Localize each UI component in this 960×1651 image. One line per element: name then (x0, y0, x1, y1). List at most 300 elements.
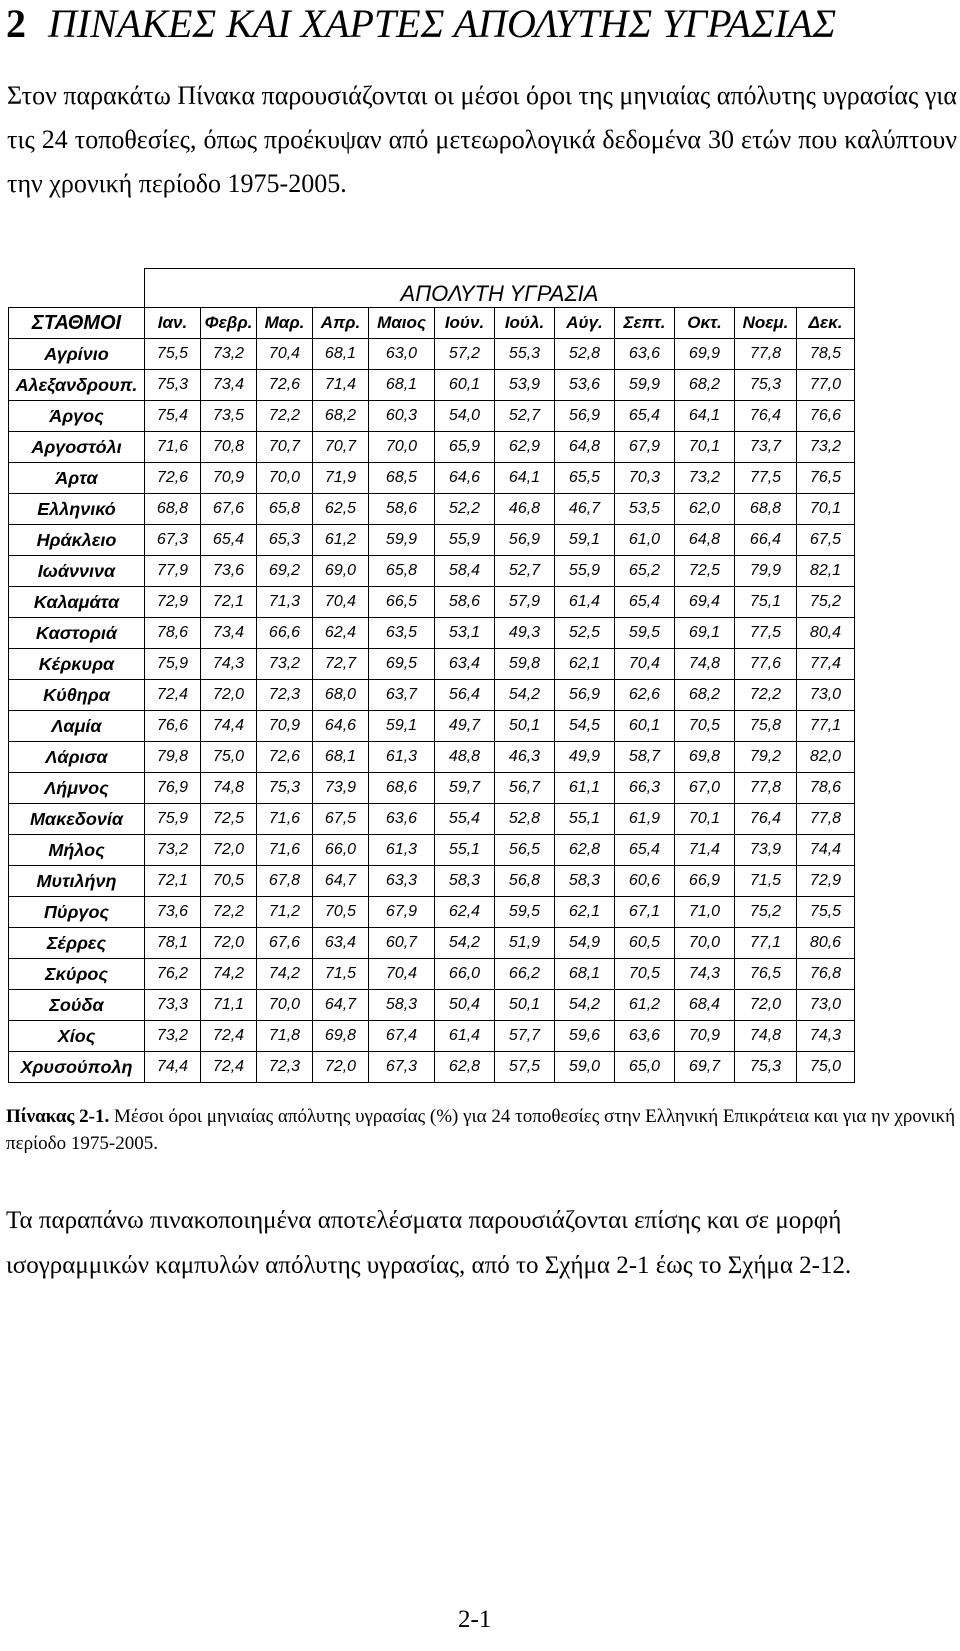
humidity-value: 64,6 (313, 711, 369, 742)
humidity-value: 52,8 (495, 804, 555, 835)
table-row (9, 680, 855, 711)
humidity-value: 58,7 (615, 742, 675, 773)
humidity-value: 71,2 (257, 897, 313, 928)
humidity-value: 68,1 (313, 742, 369, 773)
month-header: Ιούν. (435, 308, 495, 339)
section-number: 2 (6, 1, 26, 46)
humidity-value: 72,6 (257, 370, 313, 401)
humidity-value: 75,3 (145, 370, 201, 401)
table-body (9, 269, 855, 1083)
humidity-value: 69,5 (369, 649, 435, 680)
humidity-value: 72,7 (313, 649, 369, 680)
humidity-value: 73,7 (735, 432, 797, 463)
humidity-value: 59,5 (615, 618, 675, 649)
humidity-value: 70,0 (257, 463, 313, 494)
humidity-table (8, 268, 855, 1083)
humidity-value: 50,1 (495, 711, 555, 742)
humidity-value: 67,5 (313, 804, 369, 835)
humidity-value: 60,1 (615, 711, 675, 742)
table-row (9, 401, 855, 432)
humidity-value: 70,5 (201, 866, 257, 897)
humidity-value: 59,7 (435, 773, 495, 804)
humidity-value: 82,1 (797, 556, 855, 587)
humidity-value: 71,4 (675, 835, 735, 866)
humidity-value: 48,8 (435, 742, 495, 773)
humidity-value: 61,3 (369, 742, 435, 773)
humidity-value: 66,6 (257, 618, 313, 649)
humidity-value: 75,2 (735, 897, 797, 928)
station-name: Σκύρος (9, 959, 145, 990)
humidity-value: 59,1 (369, 711, 435, 742)
humidity-value: 70,4 (369, 959, 435, 990)
month-header: Αύγ. (555, 308, 615, 339)
humidity-value: 56,4 (435, 680, 495, 711)
humidity-value: 55,4 (435, 804, 495, 835)
humidity-value: 80,4 (797, 618, 855, 649)
humidity-value: 50,1 (495, 990, 555, 1021)
humidity-value: 74,8 (201, 773, 257, 804)
humidity-value: 67,5 (797, 525, 855, 556)
humidity-value: 67,0 (675, 773, 735, 804)
humidity-value: 74,2 (257, 959, 313, 990)
table-title: ΑΠΟΛΥΤΗ ΥΓΡΑΣΙΑ (145, 269, 855, 308)
humidity-value: 75,5 (797, 897, 855, 928)
humidity-value: 70,0 (675, 928, 735, 959)
humidity-value: 52,8 (555, 339, 615, 370)
humidity-value: 72,0 (313, 1052, 369, 1083)
humidity-table-container (8, 268, 855, 1083)
humidity-value: 76,9 (145, 773, 201, 804)
table-row (9, 618, 855, 649)
humidity-value: 63,0 (369, 339, 435, 370)
humidity-value: 65,8 (369, 556, 435, 587)
humidity-value: 68,2 (675, 680, 735, 711)
humidity-value: 71,5 (313, 959, 369, 990)
humidity-value: 71,3 (257, 587, 313, 618)
humidity-value: 71,8 (257, 1021, 313, 1052)
humidity-value: 80,6 (797, 928, 855, 959)
humidity-value: 54,2 (555, 990, 615, 1021)
humidity-value: 62,4 (313, 618, 369, 649)
humidity-value: 70,4 (257, 339, 313, 370)
humidity-value: 53,1 (435, 618, 495, 649)
table-corner (9, 269, 145, 308)
humidity-value: 76,4 (735, 804, 797, 835)
humidity-value: 79,9 (735, 556, 797, 587)
humidity-value: 63,6 (615, 1021, 675, 1052)
humidity-value: 78,5 (797, 339, 855, 370)
table-row (9, 494, 855, 525)
humidity-value: 54,5 (555, 711, 615, 742)
humidity-value: 71,6 (145, 432, 201, 463)
table-row (9, 525, 855, 556)
humidity-value: 61,4 (435, 1021, 495, 1052)
humidity-value: 68,0 (313, 680, 369, 711)
humidity-value: 66,9 (675, 866, 735, 897)
humidity-value: 77,6 (735, 649, 797, 680)
humidity-value: 75,5 (145, 339, 201, 370)
humidity-value: 53,9 (495, 370, 555, 401)
humidity-value: 73,9 (735, 835, 797, 866)
table-row (9, 990, 855, 1021)
humidity-value: 76,4 (735, 401, 797, 432)
month-header: Σεπτ. (615, 308, 675, 339)
table-row (9, 339, 855, 370)
humidity-value: 77,4 (797, 649, 855, 680)
humidity-value: 51,9 (495, 928, 555, 959)
table-row (9, 370, 855, 401)
table-header-row (9, 308, 855, 339)
humidity-value: 75,0 (797, 1052, 855, 1083)
humidity-value: 61,2 (313, 525, 369, 556)
humidity-value: 67,8 (257, 866, 313, 897)
humidity-value: 68,8 (145, 494, 201, 525)
humidity-value: 73,2 (257, 649, 313, 680)
humidity-value: 67,9 (369, 897, 435, 928)
humidity-value: 72,3 (257, 1052, 313, 1083)
humidity-value: 54,2 (495, 680, 555, 711)
humidity-value: 63,6 (369, 804, 435, 835)
humidity-value: 53,6 (555, 370, 615, 401)
station-name: Καλαμάτα (9, 587, 145, 618)
humidity-value: 54,2 (435, 928, 495, 959)
humidity-value: 70,4 (615, 649, 675, 680)
humidity-value: 73,5 (201, 401, 257, 432)
humidity-value: 68,1 (555, 959, 615, 990)
humidity-value: 62,8 (555, 835, 615, 866)
station-name: Κύθηρα (9, 680, 145, 711)
humidity-value: 69,4 (675, 587, 735, 618)
humidity-value: 62,8 (435, 1052, 495, 1083)
station-name: Αλεξανδρουπ. (9, 370, 145, 401)
humidity-value: 72,0 (201, 928, 257, 959)
table-caption (6, 1103, 956, 1157)
humidity-value: 64,1 (675, 401, 735, 432)
humidity-value: 67,3 (145, 525, 201, 556)
humidity-value: 70,8 (201, 432, 257, 463)
humidity-value: 56,9 (555, 680, 615, 711)
humidity-value: 73,9 (313, 773, 369, 804)
humidity-value: 54,0 (435, 401, 495, 432)
humidity-value: 68,2 (675, 370, 735, 401)
humidity-value: 70,5 (675, 711, 735, 742)
humidity-value: 72,4 (201, 1021, 257, 1052)
humidity-value: 75,3 (735, 370, 797, 401)
humidity-value: 55,1 (555, 804, 615, 835)
table-row (9, 959, 855, 990)
table-row (9, 897, 855, 928)
humidity-value: 64,7 (313, 990, 369, 1021)
humidity-value: 61,4 (555, 587, 615, 618)
humidity-value: 74,8 (735, 1021, 797, 1052)
table-row (9, 928, 855, 959)
humidity-value: 70,5 (615, 959, 675, 990)
humidity-value: 72,0 (201, 835, 257, 866)
humidity-value: 73,0 (797, 680, 855, 711)
humidity-value: 74,3 (201, 649, 257, 680)
humidity-value: 71,6 (257, 835, 313, 866)
humidity-value: 68,5 (369, 463, 435, 494)
humidity-value: 63,4 (313, 928, 369, 959)
humidity-value: 69,2 (257, 556, 313, 587)
station-name: Μήλος (9, 835, 145, 866)
humidity-value: 71,4 (313, 370, 369, 401)
humidity-value: 70,1 (675, 804, 735, 835)
humidity-value: 70,7 (313, 432, 369, 463)
station-name: Άργος (9, 401, 145, 432)
table-row (9, 835, 855, 866)
humidity-value: 77,9 (145, 556, 201, 587)
station-name: Πύργος (9, 897, 145, 928)
humidity-value: 70,7 (257, 432, 313, 463)
month-header: Οκτ. (675, 308, 735, 339)
station-name: Αργοστόλι (9, 432, 145, 463)
table-row (9, 742, 855, 773)
humidity-value: 59,6 (555, 1021, 615, 1052)
station-name: Λάρισα (9, 742, 145, 773)
month-header: Ιαν. (145, 308, 201, 339)
station-name: Καστοριά (9, 618, 145, 649)
humidity-value: 68,8 (735, 494, 797, 525)
humidity-value: 56,7 (495, 773, 555, 804)
humidity-value: 69,0 (313, 556, 369, 587)
humidity-value: 71,5 (735, 866, 797, 897)
humidity-value: 75,2 (797, 587, 855, 618)
humidity-value: 56,5 (495, 835, 555, 866)
station-name: Ηράκλειο (9, 525, 145, 556)
humidity-value: 49,3 (495, 618, 555, 649)
humidity-value: 62,1 (555, 897, 615, 928)
humidity-value: 75,9 (145, 804, 201, 835)
humidity-value: 68,1 (313, 339, 369, 370)
humidity-value: 65,5 (555, 463, 615, 494)
humidity-value: 63,6 (615, 339, 675, 370)
caption-label: Πίνακας 2-1. (6, 1106, 110, 1127)
humidity-value: 62,5 (313, 494, 369, 525)
humidity-value: 74,4 (201, 711, 257, 742)
humidity-value: 53,5 (615, 494, 675, 525)
humidity-value: 70,4 (313, 587, 369, 618)
humidity-value: 75,8 (735, 711, 797, 742)
humidity-value: 77,8 (735, 339, 797, 370)
humidity-value: 76,5 (735, 959, 797, 990)
humidity-value: 65,0 (615, 1052, 675, 1083)
humidity-value: 69,1 (675, 618, 735, 649)
humidity-value: 78,6 (797, 773, 855, 804)
humidity-value: 65,4 (615, 835, 675, 866)
table-row (9, 804, 855, 835)
humidity-value: 60,7 (369, 928, 435, 959)
table-row (9, 556, 855, 587)
humidity-value: 75,3 (257, 773, 313, 804)
humidity-value: 72,5 (201, 804, 257, 835)
humidity-value: 62,4 (435, 897, 495, 928)
station-name: Ελληνικό (9, 494, 145, 525)
humidity-value: 64,8 (675, 525, 735, 556)
humidity-value: 58,6 (435, 587, 495, 618)
humidity-value: 71,9 (313, 463, 369, 494)
table-row (9, 587, 855, 618)
station-name: Άρτα (9, 463, 145, 494)
humidity-value: 73,2 (145, 1021, 201, 1052)
humidity-value: 46,3 (495, 742, 555, 773)
humidity-value: 66,0 (313, 835, 369, 866)
humidity-value: 68,6 (369, 773, 435, 804)
humidity-value: 66,2 (495, 959, 555, 990)
humidity-value: 72,6 (257, 742, 313, 773)
humidity-value: 55,3 (495, 339, 555, 370)
humidity-value: 70,1 (797, 494, 855, 525)
humidity-value: 70,3 (615, 463, 675, 494)
humidity-value: 67,6 (201, 494, 257, 525)
humidity-value: 59,9 (615, 370, 675, 401)
humidity-value: 76,2 (145, 959, 201, 990)
humidity-value: 67,4 (369, 1021, 435, 1052)
humidity-value: 78,6 (145, 618, 201, 649)
humidity-value: 77,1 (797, 711, 855, 742)
humidity-value: 70,9 (201, 463, 257, 494)
humidity-value: 59,1 (555, 525, 615, 556)
humidity-value: 52,7 (495, 401, 555, 432)
humidity-value: 72,4 (201, 1052, 257, 1083)
humidity-value: 68,2 (313, 401, 369, 432)
humidity-value: 52,2 (435, 494, 495, 525)
station-name: Σέρρες (9, 928, 145, 959)
humidity-value: 76,6 (797, 401, 855, 432)
table-row (9, 1052, 855, 1083)
humidity-value: 59,0 (555, 1052, 615, 1083)
humidity-value: 70,9 (257, 711, 313, 742)
humidity-value: 75,1 (735, 587, 797, 618)
humidity-value: 72,4 (145, 680, 201, 711)
humidity-value: 67,3 (369, 1052, 435, 1083)
humidity-value: 58,6 (369, 494, 435, 525)
station-name: Μακεδονία (9, 804, 145, 835)
humidity-value: 57,2 (435, 339, 495, 370)
humidity-value: 49,7 (435, 711, 495, 742)
humidity-value: 58,3 (555, 866, 615, 897)
table-row (9, 866, 855, 897)
humidity-value: 57,7 (495, 1021, 555, 1052)
humidity-value: 61,3 (369, 835, 435, 866)
humidity-value: 61,9 (615, 804, 675, 835)
humidity-value: 72,1 (145, 866, 201, 897)
humidity-value: 74,4 (797, 835, 855, 866)
humidity-value: 72,6 (145, 463, 201, 494)
caption-text: Μέσοι όροι μηνιαίας απόλυτης υγρασίας (%) για 24 τοποθεσίες στην Ελληνική Επικράτεια και για ην χρονική περίοδο 1975-2005. (6, 1106, 956, 1154)
humidity-value: 64,6 (435, 463, 495, 494)
humidity-value: 77,0 (797, 370, 855, 401)
humidity-value: 66,0 (435, 959, 495, 990)
humidity-value: 58,3 (369, 990, 435, 1021)
humidity-value: 72,9 (145, 587, 201, 618)
table-row (9, 711, 855, 742)
humidity-value: 70,1 (675, 432, 735, 463)
humidity-value: 65,2 (615, 556, 675, 587)
humidity-value: 62,9 (495, 432, 555, 463)
humidity-value: 76,6 (145, 711, 201, 742)
humidity-value: 73,0 (797, 990, 855, 1021)
humidity-value: 77,8 (735, 773, 797, 804)
humidity-value: 65,4 (615, 401, 675, 432)
humidity-value: 49,9 (555, 742, 615, 773)
humidity-value: 54,9 (555, 928, 615, 959)
humidity-value: 55,1 (435, 835, 495, 866)
humidity-value: 82,0 (797, 742, 855, 773)
page-number: 2-1 (458, 1606, 492, 1633)
humidity-value: 63,4 (435, 649, 495, 680)
humidity-value: 65,9 (435, 432, 495, 463)
station-name: Κέρκυρα (9, 649, 145, 680)
humidity-value: 50,4 (435, 990, 495, 1021)
humidity-value: 71,6 (257, 804, 313, 835)
humidity-value: 66,4 (735, 525, 797, 556)
humidity-value: 57,5 (495, 1052, 555, 1083)
station-name: Αγρίνιο (9, 339, 145, 370)
humidity-value: 64,8 (555, 432, 615, 463)
humidity-value: 64,7 (313, 866, 369, 897)
humidity-value: 73,2 (201, 339, 257, 370)
humidity-value: 67,9 (615, 432, 675, 463)
humidity-value: 52,7 (495, 556, 555, 587)
humidity-value: 73,3 (145, 990, 201, 1021)
humidity-value: 73,6 (201, 556, 257, 587)
humidity-value: 74,2 (201, 959, 257, 990)
humidity-value: 79,8 (145, 742, 201, 773)
station-name: Χρυσούπολη (9, 1052, 145, 1083)
humidity-value: 62,6 (615, 680, 675, 711)
humidity-value: 70,5 (313, 897, 369, 928)
humidity-value: 69,7 (675, 1052, 735, 1083)
table-row (9, 773, 855, 804)
humidity-value: 75,3 (735, 1052, 797, 1083)
month-header: Φεβρ. (201, 308, 257, 339)
humidity-value: 77,5 (735, 618, 797, 649)
humidity-value: 59,9 (369, 525, 435, 556)
humidity-value: 75,4 (145, 401, 201, 432)
humidity-value: 52,5 (555, 618, 615, 649)
humidity-value: 60,5 (615, 928, 675, 959)
humidity-value: 73,6 (145, 897, 201, 928)
table-row (9, 432, 855, 463)
month-header: Ιούλ. (495, 308, 555, 339)
humidity-value: 71,1 (201, 990, 257, 1021)
humidity-value: 68,4 (675, 990, 735, 1021)
humidity-value: 65,4 (201, 525, 257, 556)
humidity-value: 74,3 (675, 959, 735, 990)
table-title-row (9, 269, 855, 308)
station-name: Μυτιλήνη (9, 866, 145, 897)
humidity-value: 68,1 (369, 370, 435, 401)
humidity-value: 65,4 (615, 587, 675, 618)
humidity-value: 58,3 (435, 866, 495, 897)
humidity-value: 76,5 (797, 463, 855, 494)
humidity-value: 73,2 (797, 432, 855, 463)
humidity-value: 67,1 (615, 897, 675, 928)
table-row (9, 1021, 855, 1052)
humidity-value: 73,4 (201, 370, 257, 401)
humidity-value: 74,3 (797, 1021, 855, 1052)
table-row (9, 463, 855, 494)
humidity-value: 65,8 (257, 494, 313, 525)
section-title: ΠΙΝΑΚΕΣ ΚΑΙ ΧΑΡΤΕΣ ΑΠΟΛΥΤΗΣ ΥΓΡΑΣΙΑΣ (48, 1, 837, 46)
humidity-value: 75,0 (201, 742, 257, 773)
humidity-value: 70,0 (257, 990, 313, 1021)
humidity-value: 69,9 (675, 339, 735, 370)
section-heading (6, 0, 836, 47)
humidity-value: 63,3 (369, 866, 435, 897)
humidity-value: 55,9 (555, 556, 615, 587)
